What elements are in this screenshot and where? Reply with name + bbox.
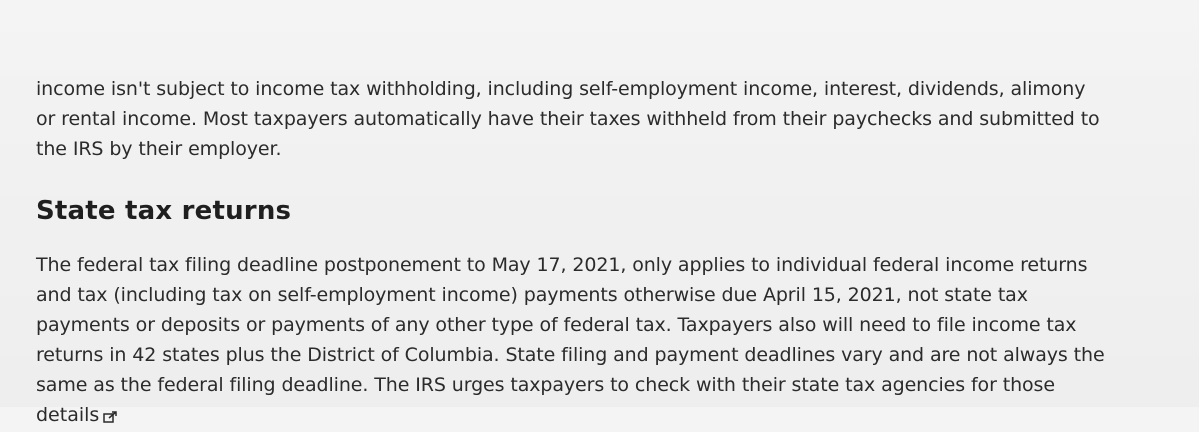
cutoff-line xyxy=(36,400,117,426)
document-page xyxy=(36,74,1176,426)
external-link-icon[interactable] xyxy=(103,402,117,414)
section-paragraph: The federal tax filing deadline postponement to May 17, 2021, only applies to individual federal income returns and tax (including tax on self-employment income) payments otherwise due April 15, 2021, not state tax payments or deposits or payments of any other type of federal tax. Taxpayers also will need to file income tax returns in 42 states plus the District of Columbia. State filing and payment deadlines vary and are not always the same as the federal filing deadline. The IRS urges taxpayers to check with their state tax agencies for those xyxy=(36,254,1105,396)
section-heading: State tax returns xyxy=(36,196,292,226)
details-link[interactable]: details xyxy=(36,404,100,426)
intro-paragraph: income isn't subject to income tax withholding, including self-employment income, interest, dividends, alimony or rental income. Most taxpayers automatically have their taxes withheld from their paychecks and submitted to the IRS by their employer. xyxy=(36,78,1100,160)
